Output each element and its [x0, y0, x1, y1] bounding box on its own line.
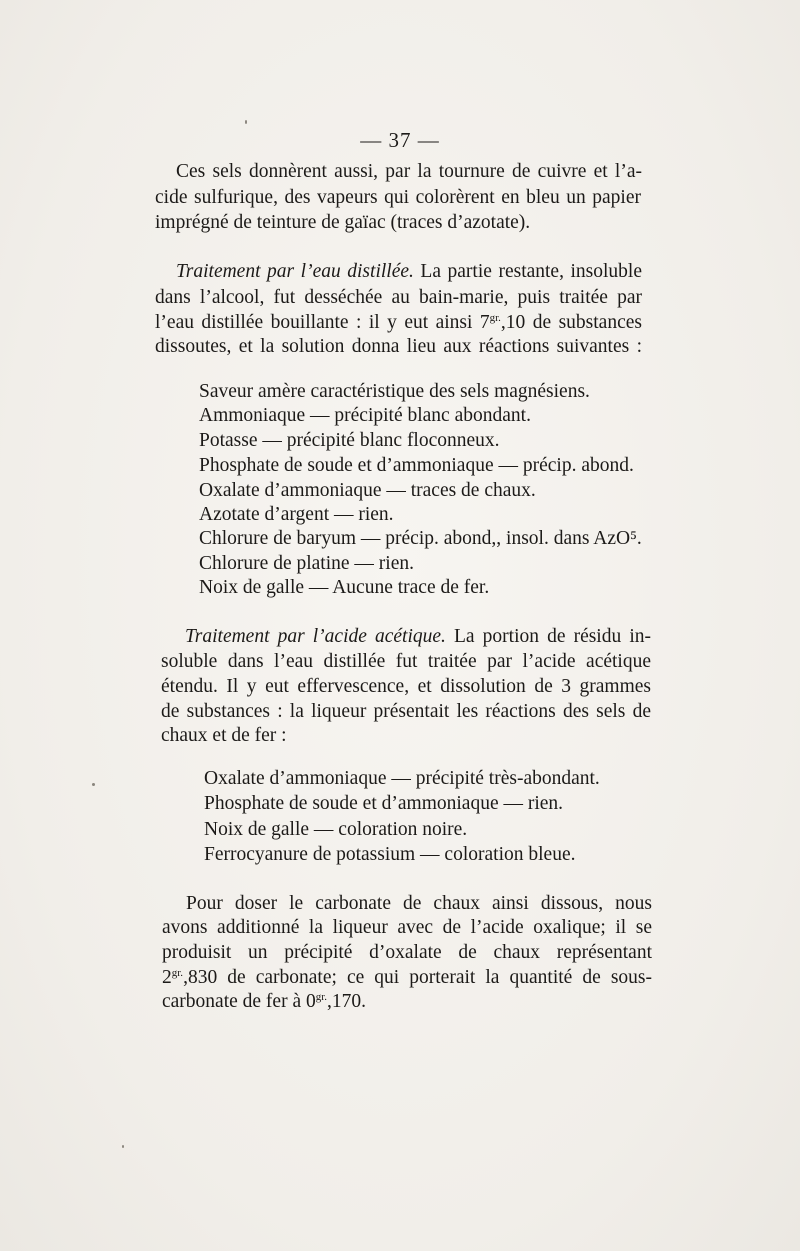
paragraph-4-line: produisit un précipité d’oxalate de chaux représentant — [162, 942, 652, 963]
paragraph-3-line: Traitement par l’acide acétique. La portion de résidu in- — [185, 626, 651, 647]
paragraph-4-line: carbonate de fer à $0^{gr.},170$. — [162, 991, 367, 1012]
paragraph-1-line: imprégné de teinture de gaïac (traces d’azotate). — [155, 212, 531, 233]
reaction-list-1-item: Chlorure de baryum — précip. abond,, insol. dans AzO⁵. — [199, 528, 642, 549]
reaction-list-1-item: Saveur amère caractéristique des sels magnésiens. — [199, 381, 590, 402]
reaction-list-1-item: Oxalate d’ammoniaque — traces de chaux. — [199, 480, 536, 501]
reaction-list-1-item: Potasse — précipité blanc floconneux. — [199, 430, 500, 451]
paper-speck — [122, 1145, 124, 1148]
reaction-list-1-item: Chlorure de platine — rien. — [199, 553, 414, 574]
reaction-list-2-item: Oxalate d’ammoniaque — précipité très-abondant. — [204, 768, 600, 789]
paragraph-1-line: cide sulfurique, des vapeurs qui colorèrent en bleu un papier — [155, 187, 641, 208]
reaction-list-2-item: Noix de galle — coloration noire. — [204, 819, 468, 840]
reaction-list-2-item: Ferrocyanure de potassium — coloration bleue. — [204, 844, 576, 865]
paragraph-2-line: l’eau distillée bouillante : il y eut ainsi $7^{gr.},10$ de substances — [155, 312, 642, 333]
paragraph-1-line: Ces sels donnèrent aussi, par la tournure de cuivre et l’a- — [176, 161, 642, 182]
reaction-list-1-item: Noix de galle — Aucune trace de fer. — [199, 577, 490, 598]
paper-speck — [245, 120, 247, 124]
section-heading-acide-acetique: Traitement par l’acide acétique. — [185, 626, 446, 647]
paragraph-2-line: Traitement par l’eau distillée. La partie restante, insoluble — [176, 261, 642, 282]
paragraph-3-line: étendu. Il y eut effervescence, et dissolution de 3 grammes — [161, 676, 651, 697]
page-number: — 37 — — [360, 128, 440, 152]
paragraph-2-line: dans l’alcool, fut desséchée au bain-marie, puis traitée par — [155, 287, 642, 308]
reaction-list-2-item: Phosphate de soude et d’ammoniaque — rien. — [204, 793, 564, 814]
section-heading-eau-distillee: Traitement par l’eau distillée. — [176, 261, 414, 282]
paragraph-3-line: de substances : la liqueur présentait les réactions des sels de — [161, 701, 651, 722]
paragraph-4-line: avons additionné la liqueur avec de l’acide oxalique; il se — [162, 917, 652, 938]
paper-speck — [92, 783, 95, 786]
reaction-list-1-item: Ammoniaque — précipité blanc abondant. — [199, 405, 531, 426]
paragraph-4-line: $2^{gr.},830$ de carbonate; ce qui porterait la quantité de sous- — [162, 967, 652, 988]
paragraph-2-line: dissoutes, et la solution donna lieu aux réactions suivantes : — [155, 336, 642, 357]
paragraph-3-line: soluble dans l’eau distillée fut traitée par l’acide acétique — [161, 651, 651, 672]
paragraph-4-line: Pour doser le carbonate de chaux ainsi dissous, nous — [186, 893, 652, 914]
reaction-list-1-item: Phosphate de soude et d’ammoniaque — précip. abond. — [199, 455, 634, 476]
paragraph-3-line: chaux et de fer : — [161, 725, 287, 746]
reaction-list-1-item: Azotate d’argent — rien. — [199, 504, 394, 525]
